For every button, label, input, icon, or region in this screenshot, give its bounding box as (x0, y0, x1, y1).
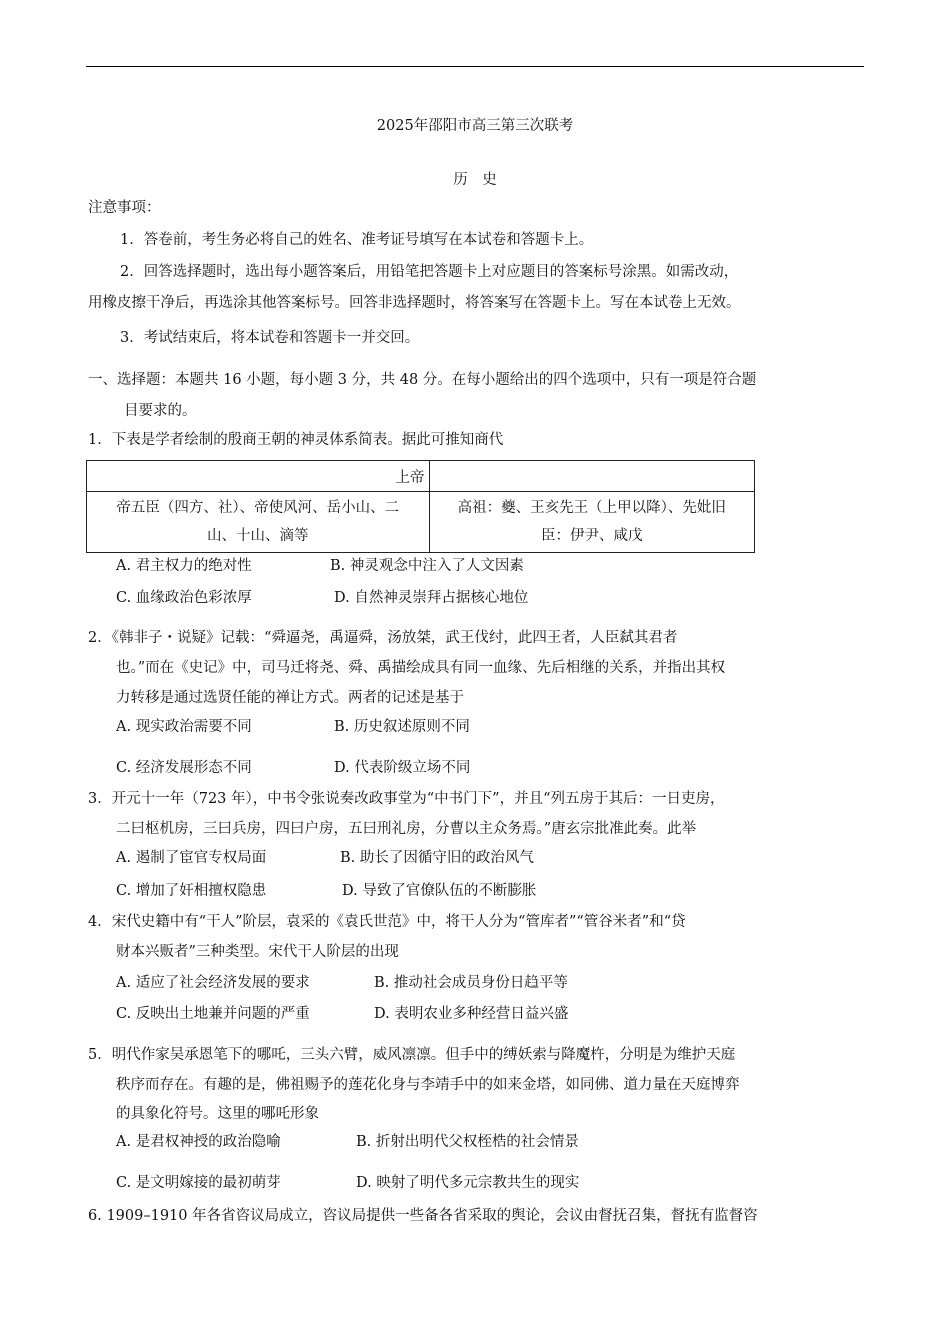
q2-stem-1: 2．《韩非子・说疑》记载：“舜逼尧，禹逼舜，汤放桀，武王伐纣，此四王者，人臣弑其君者 (88, 630, 678, 646)
q5-stem-3: 的具象化符号。这里的哪吒形象 (116, 1106, 319, 1122)
notice-item-1: 1．答卷前，考生务必将自己的姓名、准考证号填写在本试卷和答题卡上。 (120, 232, 594, 248)
table-cell (429, 492, 755, 553)
notice-item-3: 3．考试结束后，将本试卷和答题卡一并交回。 (120, 330, 420, 346)
cell-line: 帝五臣（四方、社）、帝使风河、岳小山、二 (116, 500, 400, 516)
q2-option-d[interactable]: D. 代表阶级立场不同 (334, 760, 471, 776)
q4-option-c[interactable]: C. 反映出土地兼并问题的严重 (116, 1006, 310, 1022)
q2-stem-3: 力转移是通过选贤任能的禅让方式。两者的记述是基于 (116, 690, 464, 706)
q1-option-a[interactable]: A. 君主权力的绝对性 (116, 558, 252, 574)
header-rule (86, 66, 864, 67)
q4-stem-2: 财本兴贩者”三种类型。宋代干人阶层的出现 (116, 944, 399, 960)
q5-option-d[interactable]: D. 映射了明代多元宗教共生的现实 (356, 1175, 580, 1191)
notice-heading: 注意事项： (88, 200, 161, 216)
cell-line: 山、十山、滴等 (207, 528, 309, 544)
q5-stem-1: 5．明代作家吴承恩笔下的哪吒，三头六臂，威风凛凛。但手中的缚妖索与降魔杵，分明是为维护天庭 (88, 1047, 736, 1063)
q1-option-c[interactable]: C. 血缘政治色彩浓厚 (116, 590, 252, 606)
notice-item-2: 2．回答选择题时，选出每小题答案后，用铅笔把答题卡上对应题目的答案标号涂黑。如需改动， (120, 264, 739, 280)
q3-option-d[interactable]: D. 导致了官僚队伍的不断膨胀 (342, 883, 537, 899)
deity-table (86, 460, 755, 553)
cell-line: 高祖：夔、王亥先王（上甲以降）、先妣旧 (457, 500, 726, 516)
q3-option-c[interactable]: C. 增加了奸相擅权隐患 (116, 883, 267, 899)
q2-option-b[interactable]: B. 历史叙述原则不同 (334, 719, 470, 735)
q2-option-c[interactable]: C. 经济发展形态不同 (116, 760, 252, 776)
section-heading-cont: 目要求的。 (124, 403, 197, 419)
q4-option-a[interactable]: A. 适应了社会经济发展的要求 (116, 975, 310, 991)
q3-stem-2: 二曰枢机房，三曰兵房，四曰户房，五曰刑礼房，分曹以主众务焉。”唐玄宗批准此奏。此举 (116, 821, 697, 837)
cell-line: 臣：伊尹、咸戊 (541, 528, 643, 544)
q5-option-c[interactable]: C. 是文明嫁接的最初萌芽 (116, 1175, 281, 1191)
subject-title: 历 史 (453, 172, 497, 188)
q3-option-b[interactable]: B. 助长了因循守旧的政治风气 (340, 850, 534, 866)
table-cell: 上帝 (87, 461, 430, 492)
section-heading: 一、选择题：本题共 16 小题，每小题 3 分，共 48 分。在每小题给出的四个选项中，只有一项是符合题 (88, 372, 757, 388)
q1-option-d[interactable]: D. 自然神灵崇拜占据核心地位 (334, 590, 529, 606)
table-cell (429, 461, 755, 492)
table-cell (87, 492, 430, 553)
q2-stem-2: 也。”而在《史记》中，司马迁将尧、舜、禹描绘成具有同一血缘、先后相继的关系，并指出其权 (116, 660, 726, 676)
q5-option-b[interactable]: B. 折射出明代父权桎梏的社会情景 (356, 1134, 579, 1150)
q4-stem-1: 4．宋代史籍中有“干人”阶层，袁采的《袁氏世范》中，将干人分为“管库者”“管谷米者”和“贷 (88, 914, 686, 930)
q5-option-a[interactable]: A. 是君权神授的政治隐喻 (116, 1134, 281, 1150)
q6-stem-1: 6. 1909–1910 年各省咨议局成立，咨议局提供一些备各省采取的舆论，会议由督抚召集，督抚有监督咨 (88, 1208, 758, 1224)
q4-option-d[interactable]: D. 表明农业多种经营日益兴盛 (374, 1006, 569, 1022)
q3-option-a[interactable]: A. 遏制了宦官专权局面 (116, 850, 267, 866)
exam-title: 2025年邵阳市高三第三次联考 (376, 118, 574, 134)
notice-item-2-cont: 用橡皮擦干净后，再选涂其他答案标号。回答非选择题时，将答案写在答题卡上。写在本试卷上无效。 (88, 295, 741, 311)
q1-option-b[interactable]: B. 神灵观念中注入了人文因素 (330, 558, 524, 574)
q3-stem-1: 3．开元十一年（723 年），中书令张说奏改政事堂为“中书门下”，并且“列五房于其后：一日吏房， (88, 791, 725, 807)
q5-stem-2: 秩序而存在。有趣的是，佛祖赐予的莲花化身与李靖手中的如来金塔，如同佛、道力量在天庭博弈 (116, 1077, 740, 1093)
q4-option-b[interactable]: B. 推动社会成员身份日趋平等 (374, 975, 568, 991)
q1-stem: 1．下表是学者绘制的殷商王朝的神灵体系简表。据此可推知商代 (88, 432, 504, 448)
q2-option-a[interactable]: A. 现实政治需要不同 (116, 719, 252, 735)
